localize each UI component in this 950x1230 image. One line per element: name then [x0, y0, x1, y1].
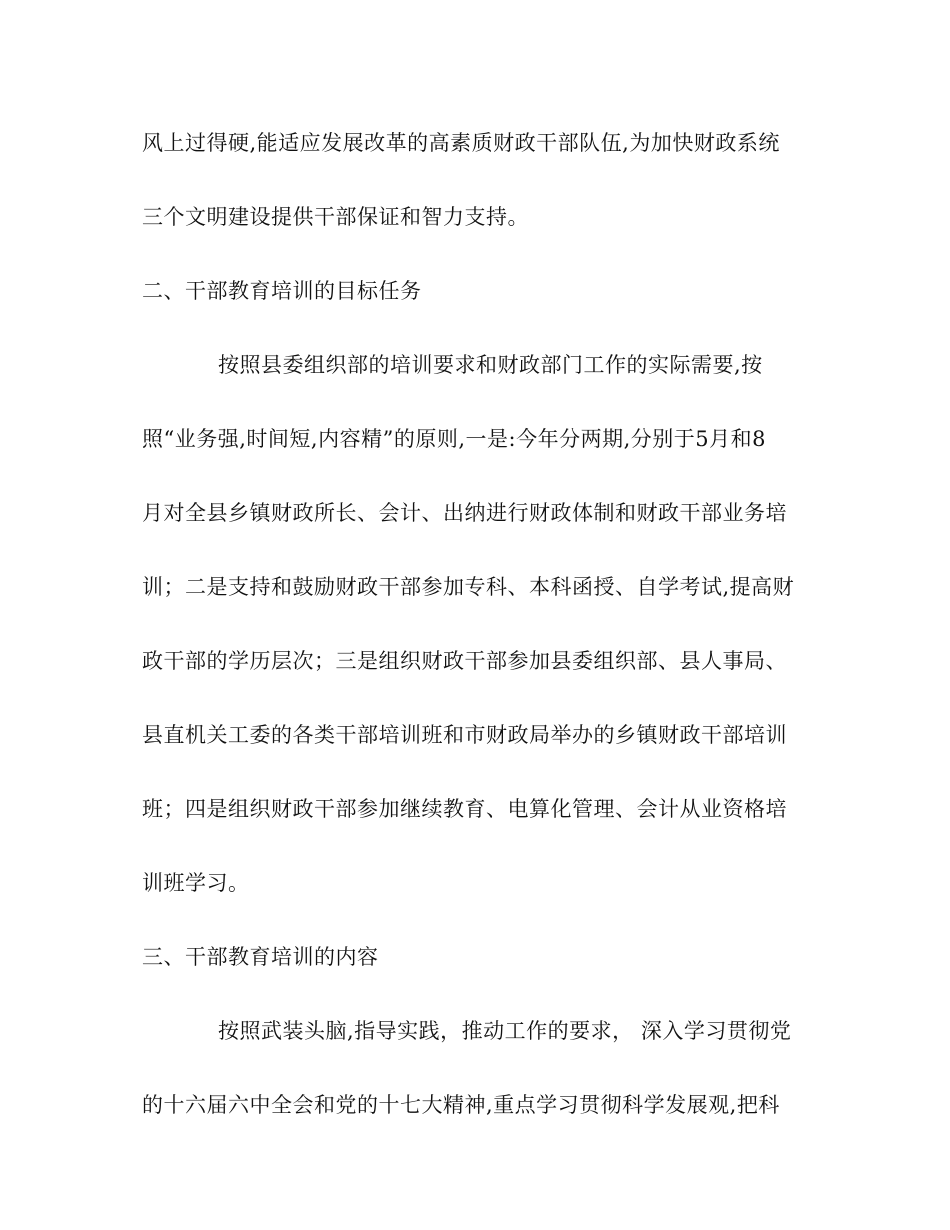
body-text-line: 政干部的学历层次；三是组织财政干部参加县委组织部、县人事局、	[142, 649, 787, 673]
body-text-line: 县直机关工委的各类干部培训班和市财政局举办的乡镇财政干部培训	[142, 723, 787, 747]
body-text-line: 的十六届六中全会和党的十七大精神,重点学习贯彻科学发展观,把科	[142, 1093, 780, 1117]
body-text-line: 风上过得硬,能适应发展改革的高素质财政干部队伍,为加快财政系统	[142, 131, 780, 155]
body-text-line: 班；四是组织财政干部参加继续教育、电算化管理、会计从业资格培	[142, 797, 787, 821]
body-text-line: 训；二是支持和鼓励财政干部参加专科、本科函授、自学考试,提高财	[142, 575, 795, 599]
body-text-line: 三个文明建设提供干部保证和智力支持。	[142, 205, 529, 229]
paragraph-start-line: 按照武装头脑,指导实践，推动工作的要求， 深入学习贯彻党	[218, 1019, 792, 1043]
body-text-line: 照“业务强,时间短,内容精”的原则,一是:今年分两期,分别于5月和8	[142, 427, 766, 451]
section-heading-content: 三、干部教育培训的内容	[142, 945, 379, 969]
body-text-line: 训班学习。	[142, 871, 250, 895]
paragraph-start-line: 按照县委组织部的培训要求和财政部门工作的实际需要,按	[218, 353, 763, 377]
section-heading-targets: 二、干部教育培训的目标任务	[142, 279, 422, 303]
body-text-line: 月对全县乡镇财政所长、会计、出纳进行财政体制和财政干部业务培	[142, 501, 787, 525]
